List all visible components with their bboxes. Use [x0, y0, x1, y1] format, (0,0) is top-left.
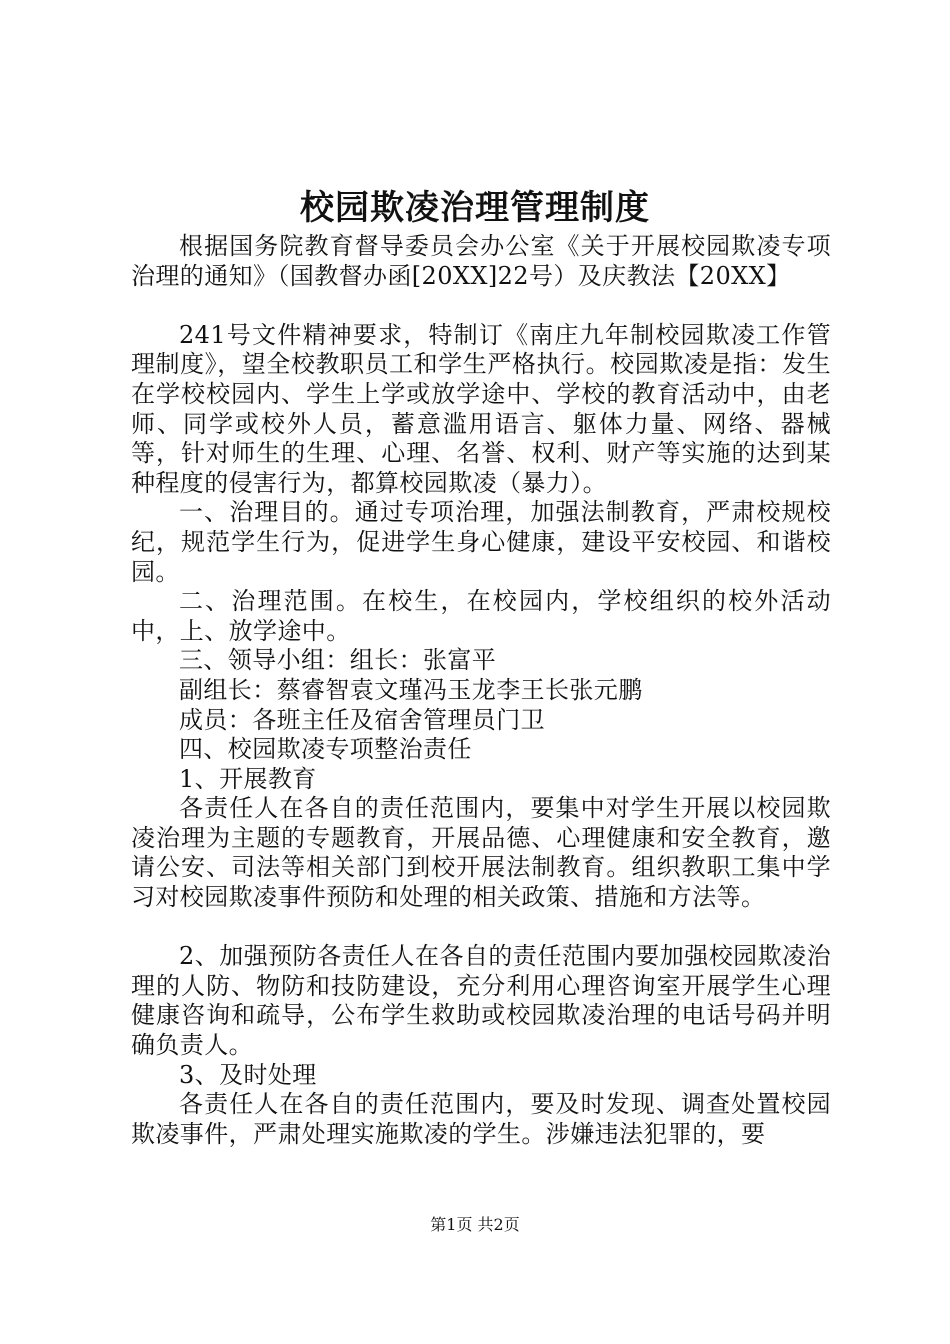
paragraph-purpose: 一、治理目的。通过专项治理，加强法制教育，严肃校规校纪，规范学生行为，促进学生身心健康，建设平安校园、和谐校园。 — [131, 498, 831, 586]
document-body — [131, 232, 831, 1149]
paragraph-definition: 241号文件精神要求，特制订《南庄九年制校园欺凌工作管理制度》，望全校教职员工和学生严格执行。校园欺凌是指：发生在学校校园内、学生上学或放学途中、学校的教育活动中，由老师、同学或校外人员，蓄意滥用语言、躯体力量、网络、器械等，针对师生的生理、心理、名誉、权利、财产等实施的达到某种程度的侵害行为，都算校园欺凌（暴力）。 — [131, 320, 831, 497]
paragraph-scope: 二、治理范围。在校生，在校园内，学校组织的校外活动中，上、放学途中。 — [131, 587, 831, 645]
paragraph-leader: 三、领导小组：组长：张富平 — [179, 646, 497, 675]
paragraph-education: 各责任人在各自的责任范围内，要集中对学生开展以校园欺凌治理为主题的专题教育，开展品德、心理健康和安全教育，邀请公安、司法等相关部门到校开展法制教育。组织教职工集中学习对校园欺凌事件预防和处理的相关政策、措施和方法等。 — [131, 794, 831, 912]
paragraph-prevention: 2、加强预防各责任人在各自的责任范围内要加强校园欺凌治理的人防、物防和技防建设，充分利用心理咨询室开展学生心理健康咨询和疏导，公布学生救助或校园欺凌治理的电话号码并明确负责人。 — [131, 942, 831, 1060]
subheading-handling: 3、及时处理 — [179, 1060, 317, 1089]
paragraph-deputy-leaders: 副组长：蔡睿智袁文瑾冯玉龙李王长张元鹏 — [179, 675, 643, 704]
section-heading-responsibility: 四、校园欺凌专项整治责任 — [179, 735, 472, 764]
paragraph-intro: 根据国务院教育督导委员会办公室《关于开展校园欺凌专项治理的通知》（国教督办函[20XX]22号）及庆教法【20XX】 — [131, 232, 831, 290]
paragraph-members: 成员：各班主任及宿舍管理员门卫 — [179, 705, 545, 734]
page-number-footer: 第1页 共2页 — [430, 1215, 520, 1234]
subheading-education: 1、开展教育 — [179, 764, 317, 793]
document-title: 校园欺凌治理管理制度 — [300, 188, 650, 228]
paragraph-handling: 各责任人在各自的责任范围内，要及时发现、调查处置校园欺凌事件，严肃处理实施欺凌的学生。涉嫌违法犯罪的，要 — [131, 1090, 831, 1148]
